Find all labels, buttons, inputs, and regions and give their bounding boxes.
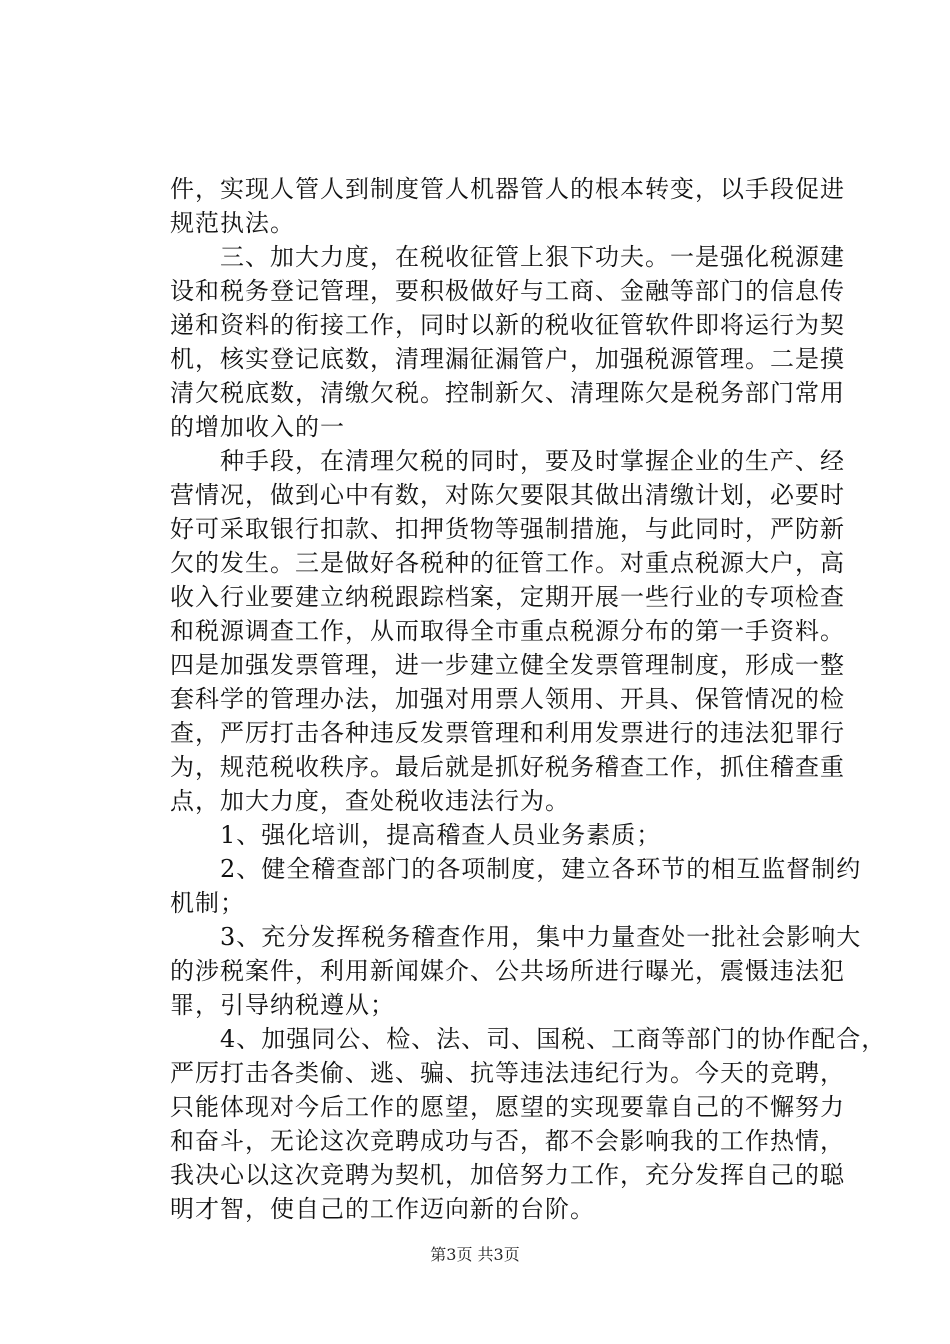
text-line: 的涉税案件，利用新闻媒介、公共场所进行曝光，震慑违法犯	[170, 957, 845, 985]
text-line: 欠的发生。三是做好各税种的征管工作。对重点税源大户，高	[170, 549, 845, 577]
text-line: 规范执法。	[170, 209, 295, 237]
text-line: 机，核实登记底数，清理漏征漏管户，加强税源管理。二是摸	[170, 345, 845, 373]
text-line: 机制；	[170, 889, 245, 917]
text-line: 和税源调查工作，从而取得全市重点税源分布的第一手资料。	[170, 617, 845, 645]
text-line: 营情况，做到心中有数，对陈欠要限其做出清缴计划，必要时	[170, 481, 845, 509]
text-line: 我决心以这次竞聘为契机，加倍努力工作，充分发挥自己的聪	[170, 1161, 845, 1189]
text-line: 和奋斗，无论这次竞聘成功与否，都不会影响我的工作热情，	[170, 1127, 845, 1155]
text-line: 为，规范税收秩序。最后就是抓好税务稽查工作，抓住稽查重	[170, 753, 845, 781]
page-footer: 第3页 共3页	[430, 1245, 520, 1264]
text-line: 2、健全稽查部门的各项制度，建立各环节的相互监督制约	[170, 855, 862, 883]
text-line: 清欠税底数，清缴欠税。控制新欠、清理陈欠是税务部门常用	[170, 379, 845, 407]
text-line: 点，加大力度，查处税收违法行为。	[170, 787, 570, 815]
text-line: 收入行业要建立纳税跟踪档案，定期开展一些行业的专项检查	[170, 583, 845, 611]
text-line: 严厉打击各类偷、逃、骗、抗等违法违纪行为。今天的竞聘，	[170, 1059, 845, 1087]
text-line: 4、加强同公、检、法、司、国税、工商等部门的协作配合，	[170, 1025, 887, 1053]
text-line: 种手段，在清理欠税的同时，要及时掌握企业的生产、经	[170, 447, 845, 475]
text-line: 罪，引导纳税遵从；	[170, 991, 395, 1019]
document-body	[170, 172, 887, 1226]
text-line: 的增加收入的一	[170, 413, 345, 441]
text-line: 递和资料的衔接工作，同时以新的税收征管软件即将运行为契	[170, 311, 845, 339]
text-line: 明才智，使自己的工作迈向新的台阶。	[170, 1195, 595, 1223]
text-line: 好可采取银行扣款、扣押货物等强制措施，与此同时，严防新	[170, 515, 845, 543]
text-line: 1、强化培训，提高稽查人员业务素质；	[170, 821, 662, 849]
text-line: 查，严厉打击各种违反发票管理和利用发票进行的违法犯罪行	[170, 719, 845, 747]
text-line: 设和税务登记管理，要积极做好与工商、金融等部门的信息传	[170, 277, 845, 305]
text-line: 三、加大力度，在税收征管上狠下功夫。一是强化税源建	[170, 243, 845, 271]
text-line: 件，实现人管人到制度管人机器管人的根本转变，以手段促进	[170, 175, 845, 203]
text-line: 四是加强发票管理，进一步建立健全发票管理制度，形成一整	[170, 651, 845, 679]
text-line: 套科学的管理办法，加强对用票人领用、开具、保管情况的检	[170, 685, 845, 713]
text-line: 3、充分发挥税务稽查作用，集中力量查处一批社会影响大	[170, 923, 862, 951]
text-line: 只能体现对今后工作的愿望，愿望的实现要靠自己的不懈努力	[170, 1093, 845, 1121]
